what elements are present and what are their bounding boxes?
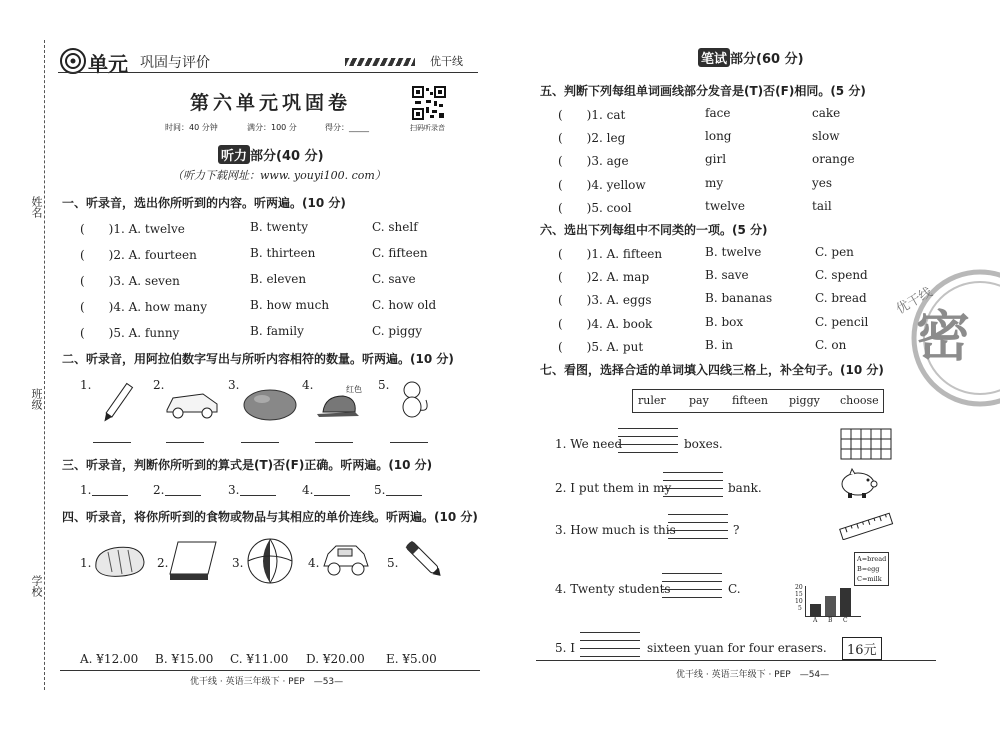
q2-item-number: 1. <box>80 378 92 392</box>
header-rule <box>58 72 478 73</box>
q4-item-number: 4. <box>308 556 320 570</box>
q3-answer-line[interactable] <box>240 495 276 496</box>
q4-title: 四、听录音，将你所听到的食物或物品与其相应的单价连线。听两遍。(10 分) <box>62 510 478 524</box>
toy-car-icon <box>163 388 221 424</box>
q3-answer-line[interactable] <box>314 495 350 496</box>
chart-legend <box>854 552 889 586</box>
book-icon <box>168 538 220 586</box>
q6-option-c: C. pencil <box>815 315 869 329</box>
q1-option-c: C. shelf <box>372 220 418 234</box>
q5-word-c: tail <box>812 199 832 213</box>
chart-legend-item: B=egg <box>857 565 880 573</box>
ruler-icon <box>838 512 894 544</box>
q6-option-a: ( )5. A. put <box>558 340 644 354</box>
q1-option-a: ( )3. A. seven <box>80 274 180 288</box>
q4-item-number: 1. <box>80 556 92 570</box>
word-bank-item: fifteen <box>732 394 768 407</box>
word-bank-item: pay <box>689 394 709 407</box>
q3-answer-line[interactable] <box>386 495 422 496</box>
qr-code-icon[interactable] <box>412 86 446 120</box>
q1-title: 一、听录音，选出你所听到的内容。听两遍。(10 分) <box>62 196 346 210</box>
boxes-grid-icon <box>840 428 892 464</box>
q1-option-a: ( )2. A. fourteen <box>80 248 197 262</box>
q1-option-b: B. how much <box>250 298 330 312</box>
q7-sentence-start: 4. Twenty students <box>555 582 671 596</box>
chart-legend-item: A=bread <box>857 555 887 563</box>
q7-sentence-end: bank. <box>728 481 762 495</box>
q2-item-number: 4. <box>302 378 314 392</box>
q2-answer-line[interactable] <box>390 442 428 443</box>
q5-word-b: long <box>705 129 732 143</box>
q3-item-number: 3. <box>228 483 240 497</box>
binding-fold-line <box>44 40 45 690</box>
chart-bar <box>810 604 821 616</box>
word-bank-item: choose <box>840 394 879 407</box>
price-tag: 16元 <box>842 637 882 660</box>
header-stripes <box>345 58 415 66</box>
brand-subtitle: 巩固与评价 <box>140 55 210 71</box>
q6-option-b: B. save <box>705 268 749 282</box>
q7-sentence-end: boxes. <box>684 437 723 451</box>
q6-option-b: B. box <box>705 315 744 329</box>
price-option: A. ¥12.00 <box>80 652 139 666</box>
binding-school-label: 学校 <box>30 575 43 597</box>
q7-sentence-start: 1. We need <box>555 437 623 451</box>
pencil-icon <box>98 380 138 430</box>
q7-sentence-end: sixteen yuan for four erasers. <box>647 641 827 655</box>
four-line-grid[interactable] <box>662 573 722 595</box>
qr-caption: 扫码听录音 <box>410 124 445 132</box>
listening-tag: 听力 <box>218 145 250 164</box>
page-footer: 优干线 · 英语三年级下 · PEP —53— <box>190 677 344 687</box>
q5-word-a: ( )5. cool <box>558 201 632 215</box>
q1-option-c: C. save <box>372 272 416 286</box>
q2-answer-line[interactable] <box>315 442 353 443</box>
meta-score: 得分：_____ <box>325 123 369 132</box>
price-option: C. ¥11.00 <box>230 652 289 666</box>
q1-option-b: B. twenty <box>250 220 308 234</box>
q1-option-a: ( )5. A. funny <box>80 326 180 340</box>
four-line-grid[interactable] <box>580 632 640 654</box>
q4-item-number: 3. <box>232 556 244 570</box>
unit-logo-icon <box>60 48 86 78</box>
q5-word-c: cake <box>812 106 841 120</box>
q2-item-number: 3. <box>228 378 240 392</box>
stamp-char: 密 <box>916 305 970 368</box>
q2-item-number: 5. <box>378 378 390 392</box>
q6-option-b: B. bananas <box>705 291 773 305</box>
q6-option-a: ( )3. A. eggs <box>558 293 652 307</box>
q7-sentence-start: 2. I put them in my <box>555 481 672 495</box>
q6-title: 六、选出下列每组中不同类的一项。(5 分) <box>540 223 768 237</box>
q6-option-c: C. on <box>815 338 847 352</box>
brand-tag: 优干线 <box>430 55 463 68</box>
bread-icon <box>92 542 148 584</box>
q2-answer-line[interactable] <box>93 442 131 443</box>
download-url: （听力下载网址：www. youyi100. com） <box>172 169 386 182</box>
q6-option-a: ( )2. A. map <box>558 270 650 284</box>
chart-category-label: A <box>813 617 818 624</box>
confidential-stamp <box>893 268 1000 398</box>
food-bar-chart <box>794 552 894 622</box>
piggy-bank-icon <box>838 466 880 504</box>
four-line-grid[interactable] <box>618 428 678 450</box>
chart-tick-label: 15 <box>795 591 803 598</box>
stamp-label: 优干线 <box>893 284 936 318</box>
q7-title: 七、看图，选择合适的单词填入四线三格上，补全句子。(10 分) <box>540 363 884 377</box>
q3-title: 三、听录音，判断你所听到的算式是(T)否(F)正确。听两遍。(10 分) <box>62 458 433 472</box>
q7-sentence-start: 5. I <box>555 641 576 655</box>
word-bank-item: piggy <box>789 394 820 407</box>
q5-title: 五、判断下列每组单词画线部分发音是(T)否(F)相同。(5 分) <box>540 84 866 98</box>
q6-option-c: C. bread <box>815 291 867 305</box>
q4-item-number: 2. <box>157 556 169 570</box>
q1-option-a: ( )4. A. how many <box>80 300 208 314</box>
meta-time: 时间：40 分钟 <box>165 123 218 132</box>
q5-word-a: ( )3. age <box>558 154 629 168</box>
q2-answer-line[interactable] <box>166 442 204 443</box>
q3-item-number: 2. <box>153 483 165 497</box>
cap-icon <box>315 392 361 424</box>
q5-word-a: ( )1. cat <box>558 108 626 122</box>
word-bank-item: ruler <box>638 394 666 407</box>
q6-option-c: C. pen <box>815 245 854 259</box>
q2-answer-line[interactable] <box>241 442 279 443</box>
q2-title: 二、听录音，用阿拉伯数字写出与所听内容相符的数量。听两遍。(10 分) <box>62 352 454 366</box>
q5-word-a: ( )2. leg <box>558 131 626 145</box>
q1-option-c: C. how old <box>372 298 437 312</box>
q3-answer-line[interactable] <box>165 495 201 496</box>
price-option: B. ¥15.00 <box>155 652 214 666</box>
q6-option-b: B. twelve <box>705 245 762 259</box>
q6-option-a: ( )4. A. book <box>558 317 653 331</box>
chart-bar <box>840 588 851 616</box>
q1-option-c: C. piggy <box>372 324 423 338</box>
q5-word-c: slow <box>812 129 840 143</box>
four-line-grid[interactable] <box>668 514 728 536</box>
q1-option-b: B. eleven <box>250 272 307 286</box>
q3-item-number: 1. <box>80 483 92 497</box>
q1-option-c: C. fifteen <box>372 246 428 260</box>
written-tag: 笔试 <box>698 48 730 67</box>
four-line-grid[interactable] <box>663 472 723 494</box>
listening-score: 部分(40 分) <box>250 149 324 164</box>
footer-rule <box>60 670 480 671</box>
q5-word-b: girl <box>705 152 727 166</box>
q3-answer-line[interactable] <box>92 495 128 496</box>
q1-option-b: B. thirteen <box>250 246 316 260</box>
q5-word-c: yes <box>812 176 833 190</box>
q5-word-a: ( )4. yellow <box>558 178 646 192</box>
q6-option-a: ( )1. A. fifteen <box>558 247 663 261</box>
q5-word-c: orange <box>812 152 855 166</box>
q3-item-number: 4. <box>302 483 314 497</box>
chart-legend-item: C=milk <box>857 575 882 583</box>
q6-option-c: C. spend <box>815 268 868 282</box>
q4-item-number: 5. <box>387 556 399 570</box>
price-option: E. ¥5.00 <box>386 652 437 666</box>
binding-class-label: 班级 <box>30 388 43 410</box>
q7-sentence-end: ? <box>733 523 740 537</box>
written-score: 部分(60 分) <box>730 52 804 67</box>
q7-sentence-start: 3. How much is this <box>555 523 676 537</box>
word-bank <box>632 389 884 413</box>
q2-item-number: 2. <box>153 378 165 392</box>
right-page <box>500 0 1000 733</box>
binding-name-label: 姓名 <box>30 196 43 218</box>
q1-option-b: B. family <box>250 324 304 338</box>
page-footer: 优干线 · 英语三年级下 · PEP —54— <box>676 670 830 680</box>
chart-tick-label: 5 <box>798 605 802 612</box>
chart-y-axis <box>805 586 806 616</box>
beach-ball-icon <box>246 537 294 589</box>
chart-tick-label: 10 <box>795 598 803 605</box>
toy-car-icon <box>320 540 372 582</box>
footer-rule <box>536 660 936 661</box>
q5-word-b: twelve <box>705 199 745 213</box>
price-option: D. ¥20.00 <box>306 652 365 666</box>
q5-word-b: face <box>705 106 731 120</box>
brand-title: 单元 <box>88 52 128 76</box>
monkey-icon <box>392 380 432 428</box>
meta-full-score: 满分：100 分 <box>247 123 297 132</box>
sheet-title: 第六单元巩固卷 <box>190 92 352 114</box>
cap-color-label: 红色 <box>346 385 362 394</box>
q1-option-a: ( )1. A. twelve <box>80 222 185 236</box>
written-header <box>698 48 804 67</box>
chart-bar <box>825 596 836 616</box>
q3-item-number: 5. <box>374 483 386 497</box>
balloon-ball-icon <box>242 388 298 426</box>
listening-header <box>218 145 324 164</box>
chart-tick-label: 20 <box>795 584 803 591</box>
q6-option-b: B. in <box>705 338 734 352</box>
q5-word-b: my <box>705 176 724 190</box>
q7-sentence-end: C. <box>728 582 741 596</box>
chart-category-label: C <box>843 617 848 624</box>
chart-category-label: B <box>828 617 833 624</box>
pen-icon <box>400 536 448 588</box>
